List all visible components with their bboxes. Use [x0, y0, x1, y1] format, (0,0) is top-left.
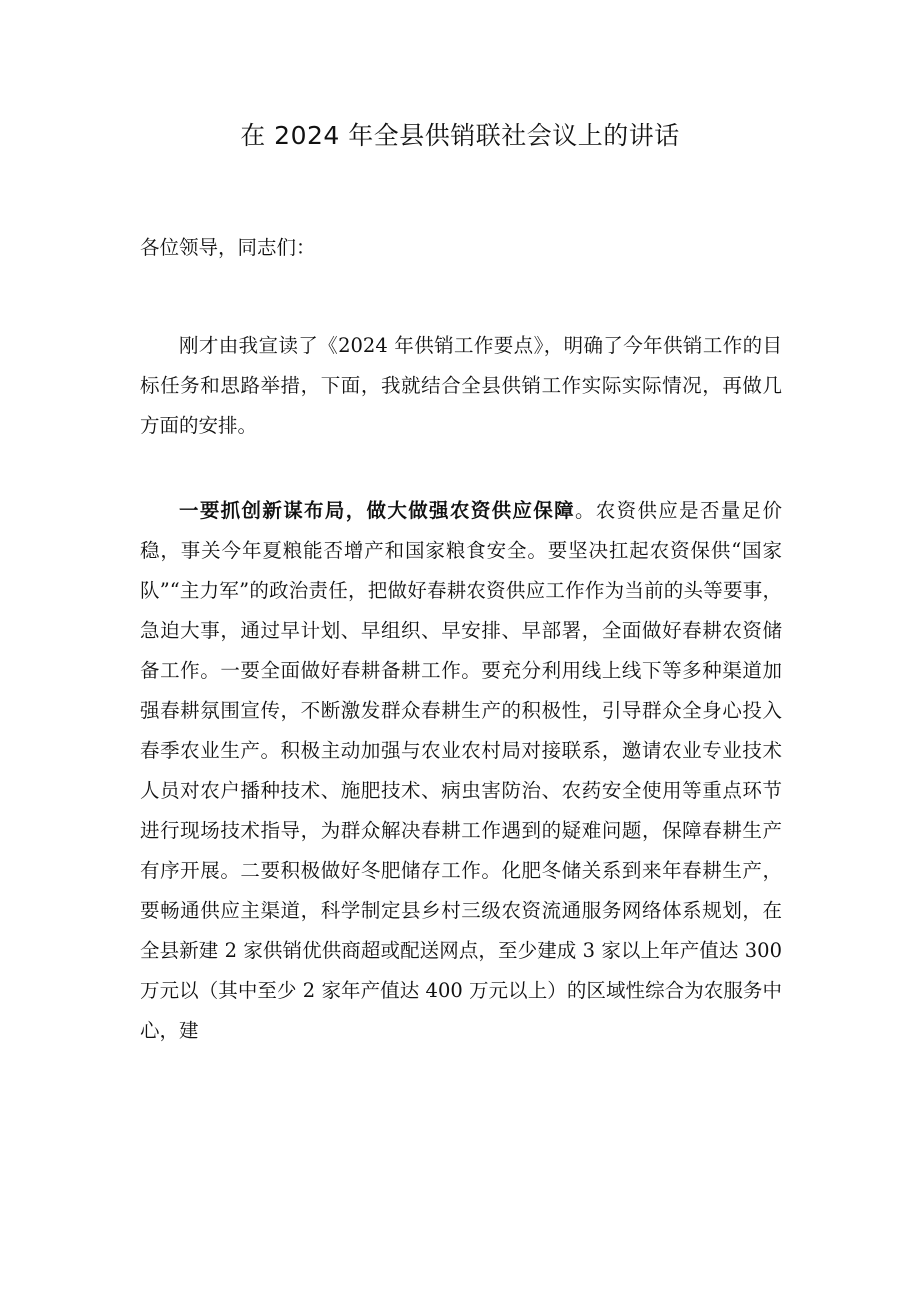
paragraph-body: 。农资供应是否量足价稳，事关今年夏粮能否增产和国家粮食安全。要坚决扛起农资保供“国家队”“主力军”的政治责任，把做好春耕农资供应工作作为当前的头等要事，急迫大事，通过早计划、早组织、早安排、早部署，全面做好春耕农资储备工作。一要全面做好春耕备耕工作。要充分利用线上线下等多种渠道加强春耕氛围宣传，不断激发群众春耕生产的积极性，引导群众全身心投入春季农业生产。积极主动加强与农业农村局对接联系，邀请农业专业技术人员对农户播种技术、施肥技术、病虫害防治、农药安全使用等重点环节进行现场技术指导，为群众解决春耕工作遇到的疑难问题，保障春耕生产有序开展。二要积极做好冬肥储存工作。化肥冬储关系到来年春耕生产，要畅通供应主渠道，科学制定县乡村三级农资流通服务网络体系规划，在全县新建 2 家供销优供商超或配送网点，至少建成 3 家以上年产值达 300 万元以（其中至少 2 家年产值达 400 万元以上）的区域性综合为农服务中心，建: [140, 499, 782, 1042]
salutation: 各位领导，同志们：: [140, 236, 316, 259]
paragraph-heading: 一要抓创新谋布局，做大做强农资供应保障: [179, 499, 575, 522]
paragraph-first-point: [140, 491, 782, 1051]
document-title: 在 2024 年全县供销联社会议上的讲话: [240, 121, 680, 150]
paragraph-intro: 刚才由我宣读了《2024 年供销工作要点》，明确了今年供销工作的目标任务和思路举措，下面，我就结合全县供销工作实际实际情况，再做几方面的安排。: [140, 334, 782, 437]
